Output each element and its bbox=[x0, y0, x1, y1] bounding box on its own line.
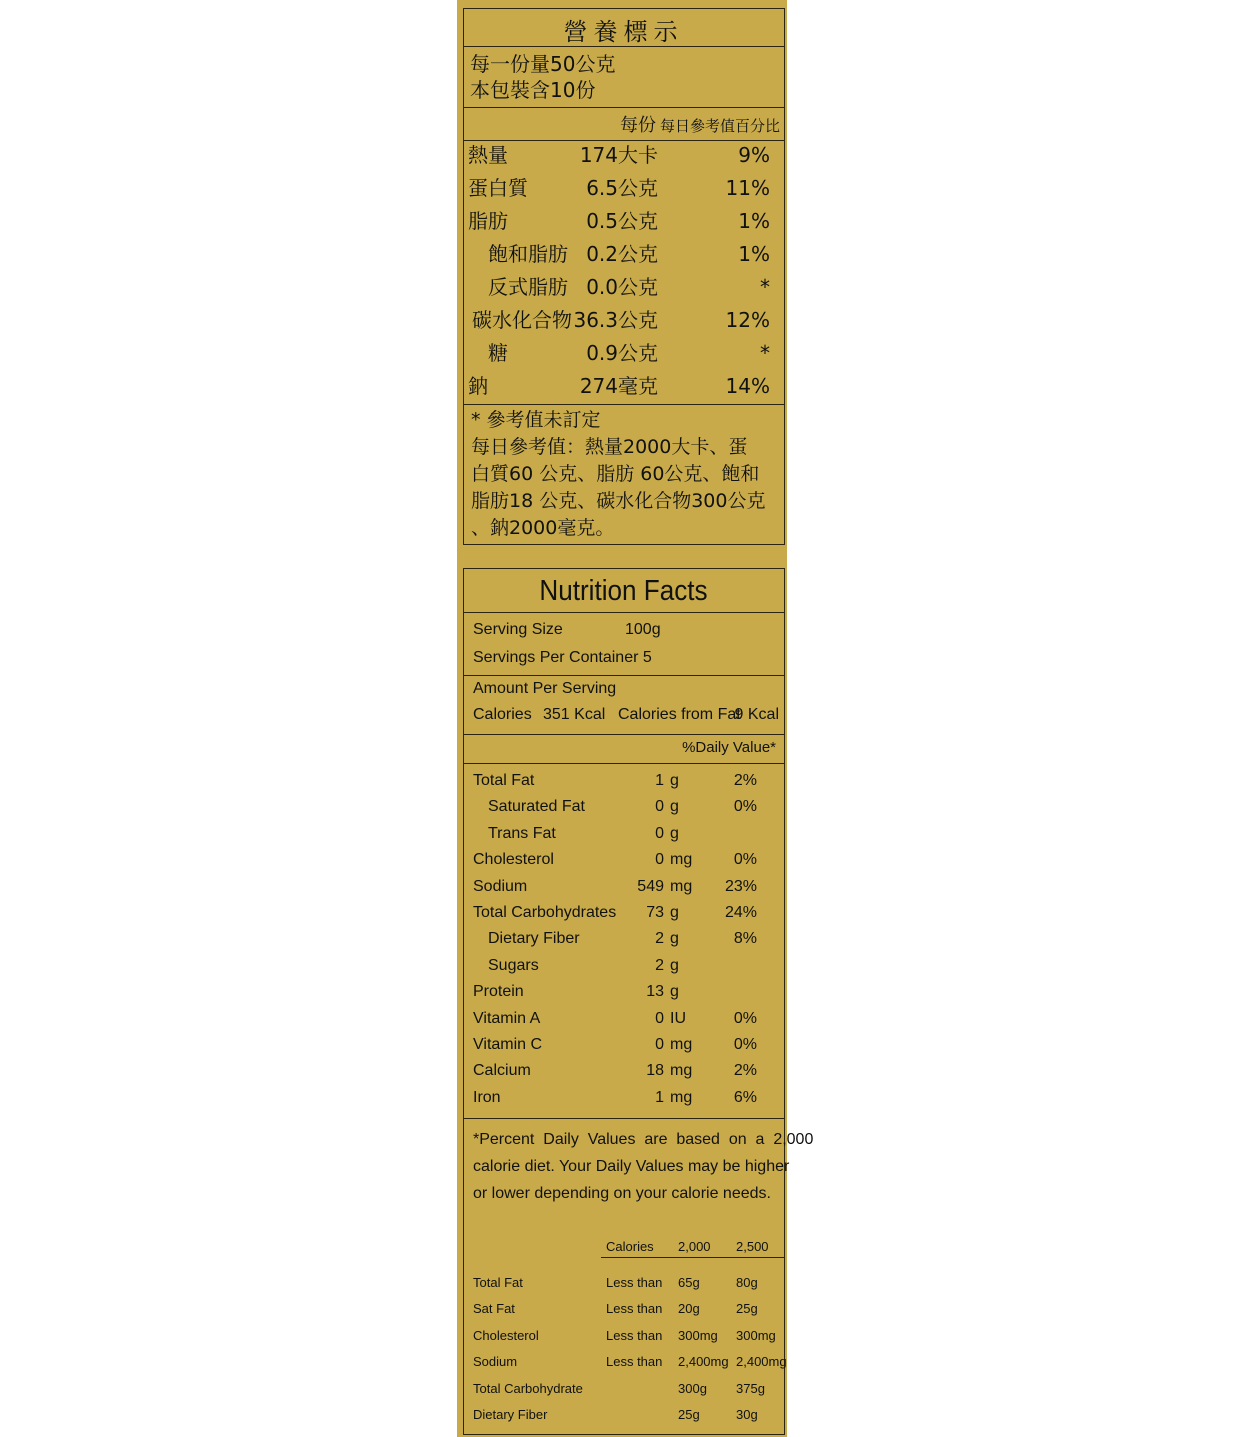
nutrient-name: Sugars bbox=[488, 956, 539, 974]
nutrient-daily-value: 2% bbox=[733, 772, 757, 789]
note-line: 、鈉2000毫克。 bbox=[471, 517, 615, 539]
nutrient-quantity: 0 bbox=[655, 851, 664, 869]
nutrient-daily-value: * bbox=[760, 275, 770, 299]
nutrient-daily-value: 0% bbox=[733, 851, 757, 869]
nutrient-amount: 0.5公克 bbox=[586, 209, 658, 233]
nutrient-daily-value: 9% bbox=[738, 143, 770, 167]
reference-value-2000: 2,400mg bbox=[678, 1354, 729, 1370]
nutrient-name: 蛋白質 bbox=[468, 176, 528, 200]
reference-value-2500: 300mg bbox=[736, 1327, 776, 1343]
nutrient-name: Trans Fat bbox=[488, 824, 556, 842]
reference-value-2500: 2,400mg bbox=[736, 1354, 787, 1370]
nutrient-name: Sodium bbox=[473, 877, 528, 895]
reference-condition: Less than bbox=[606, 1327, 663, 1343]
nutrient-name: Calcium bbox=[473, 1062, 531, 1080]
nutrient-daily-value: 12% bbox=[725, 308, 770, 332]
nutrient-name: 反式脂肪 bbox=[488, 275, 568, 299]
nutrient-daily-value: 8% bbox=[733, 930, 757, 948]
nutrient-quantity: 1 bbox=[655, 1088, 664, 1106]
nutrient-unit: g bbox=[670, 798, 679, 816]
reference-nutrient: Cholesterol bbox=[473, 1327, 539, 1343]
divider bbox=[464, 763, 784, 764]
footnote-line: *Percent Daily Values are based on a 2,000 bbox=[473, 1131, 814, 1148]
reference-value-2000: 25g bbox=[678, 1407, 700, 1422]
calories-label: Calories bbox=[473, 706, 532, 723]
note-line: 每日參考值：熱量2000大卡、蛋 bbox=[471, 436, 748, 458]
reference-value-2000: 20g bbox=[678, 1301, 700, 1317]
nutrient-quantity: 2 bbox=[655, 930, 664, 948]
nutrient-name: 飽和脂肪 bbox=[488, 242, 568, 266]
nutrient-daily-value: 6% bbox=[733, 1088, 757, 1106]
nutrient-name: Saturated Fat bbox=[488, 798, 585, 816]
reference-value-2500: 25g bbox=[736, 1301, 758, 1317]
reference-value-2000: 65g bbox=[678, 1275, 700, 1290]
nutrient-unit: g bbox=[670, 983, 679, 1001]
reference-nutrient: Total Fat bbox=[473, 1275, 523, 1290]
nutrient-unit: g bbox=[670, 930, 679, 948]
nutrient-daily-value: 1% bbox=[738, 242, 770, 266]
reference-header-cell: 2,000 bbox=[678, 1239, 711, 1254]
divider bbox=[464, 734, 784, 735]
nutrient-unit: mg bbox=[670, 1088, 693, 1106]
calories-from-fat-label: Calories from Fat bbox=[618, 706, 741, 723]
nutrient-quantity: 549 bbox=[637, 877, 664, 895]
reference-condition: Less than bbox=[606, 1354, 663, 1370]
nutrient-quantity: 1 bbox=[655, 772, 664, 789]
chinese-title: 營養標示 bbox=[563, 18, 684, 46]
reference-condition: Less than bbox=[606, 1275, 663, 1290]
reference-value-2500: 30g bbox=[736, 1407, 758, 1422]
nutrient-unit: g bbox=[670, 956, 679, 974]
nutrient-unit: IU bbox=[670, 1009, 686, 1027]
nutrient-unit: g bbox=[670, 772, 679, 789]
nutrient-daily-value: * bbox=[760, 341, 770, 365]
nutrient-amount: 6.5公克 bbox=[586, 176, 658, 200]
nutrient-unit: g bbox=[670, 824, 679, 842]
reference-value-2500: 80g bbox=[736, 1275, 758, 1290]
nutrient-unit: mg bbox=[670, 1036, 693, 1053]
amount-per-serving: Amount Per Serving bbox=[473, 680, 617, 697]
divider bbox=[464, 107, 784, 108]
nutrient-daily-value: 24% bbox=[724, 904, 757, 921]
nutrient-unit: g bbox=[670, 904, 679, 921]
nutrient-quantity: 0 bbox=[655, 1009, 664, 1027]
nutrient-quantity: 0 bbox=[655, 1036, 664, 1053]
nutrient-name: 熱量 bbox=[468, 143, 508, 167]
nutrient-daily-value: 2% bbox=[733, 1062, 757, 1080]
footnote-line: or lower depending on your calorie needs. bbox=[473, 1185, 771, 1202]
nutrient-quantity: 0 bbox=[655, 824, 664, 842]
note-line: * 參考值未訂定 bbox=[471, 409, 601, 431]
nutrient-amount: 36.3公克 bbox=[573, 308, 658, 332]
divider bbox=[464, 1118, 784, 1119]
nutrient-daily-value: 14% bbox=[725, 374, 770, 398]
serving-size: 每一份量50公克 bbox=[470, 52, 616, 76]
reference-header-underline bbox=[601, 1257, 784, 1258]
col-daily-value: 每日參考值百分比 bbox=[659, 117, 780, 135]
nutrient-name: Total Fat bbox=[473, 772, 535, 789]
note-line: 脂肪18 公克、碳水化合物300公克 bbox=[471, 490, 766, 512]
nutrient-daily-value: 0% bbox=[733, 798, 757, 816]
nutrient-quantity: 2 bbox=[655, 956, 664, 974]
reference-value-2500: 375g bbox=[736, 1380, 765, 1396]
nutrient-name: Iron bbox=[473, 1088, 501, 1106]
serving-size-label: Serving Size bbox=[473, 621, 563, 638]
serving-size-value: 100g bbox=[625, 621, 661, 638]
nutrient-quantity: 73 bbox=[646, 904, 664, 921]
note-line: 白質60 公克、脂肪 60公克、飽和 bbox=[471, 463, 760, 485]
divider bbox=[464, 612, 784, 613]
nutrient-daily-value: 1% bbox=[738, 209, 770, 233]
col-per-serving: 每份 bbox=[620, 115, 656, 136]
reference-header-cell: Calories bbox=[606, 1239, 654, 1254]
reference-nutrient: Total Carbohydrate bbox=[473, 1380, 583, 1396]
nutrient-quantity: 0 bbox=[655, 798, 664, 816]
nutrient-unit: mg bbox=[670, 877, 693, 895]
calories-from-fat-value: 9 Kcal bbox=[734, 706, 779, 723]
nutrient-daily-value: 11% bbox=[725, 176, 770, 200]
nutrient-name: Cholesterol bbox=[473, 851, 554, 869]
reference-nutrient: Dietary Fiber bbox=[473, 1407, 548, 1422]
nutrient-name: Protein bbox=[473, 983, 524, 1001]
nutrient-unit: mg bbox=[670, 851, 693, 869]
reference-condition: Less than bbox=[606, 1301, 663, 1317]
chinese-nutrition-label bbox=[463, 8, 785, 545]
nutrient-amount: 0.9公克 bbox=[586, 341, 658, 365]
divider bbox=[464, 46, 784, 47]
nutrient-name: 鈉 bbox=[468, 374, 488, 398]
nutrient-quantity: 18 bbox=[646, 1062, 664, 1080]
nutrient-daily-value: 23% bbox=[724, 877, 757, 895]
footnote-line: calorie diet. Your Daily Values may be higher bbox=[473, 1158, 790, 1175]
nutrient-name: Dietary Fiber bbox=[488, 930, 580, 948]
reference-nutrient: Sat Fat bbox=[473, 1301, 515, 1317]
nutrient-name: Vitamin C bbox=[473, 1036, 543, 1053]
reference-nutrient: Sodium bbox=[473, 1354, 518, 1370]
nutrient-name: 脂肪 bbox=[468, 209, 508, 233]
nutrient-name: Total Carbohydrates bbox=[473, 904, 617, 921]
nutrient-amount: 0.2公克 bbox=[586, 242, 658, 266]
nutrient-name: 碳水化合物 bbox=[472, 308, 572, 332]
nutrient-amount: 0.0公克 bbox=[586, 275, 658, 299]
nutrient-name: Vitamin A bbox=[473, 1009, 541, 1027]
nutrient-daily-value: 0% bbox=[733, 1036, 757, 1053]
nutrient-daily-value: 0% bbox=[733, 1009, 757, 1027]
nutrient-name: 糖 bbox=[488, 341, 508, 365]
daily-value-header: %Daily Value* bbox=[682, 739, 776, 756]
divider bbox=[464, 675, 784, 676]
nutrient-quantity: 13 bbox=[646, 983, 664, 1001]
servings-per-package: 本包裝含10份 bbox=[470, 78, 596, 102]
divider bbox=[464, 140, 784, 141]
nutrient-amount: 174大卡 bbox=[579, 143, 658, 167]
calories-value: 351 Kcal bbox=[543, 706, 606, 723]
nutrient-amount: 274毫克 bbox=[579, 374, 658, 398]
nutrient-unit: mg bbox=[670, 1062, 693, 1080]
divider bbox=[464, 404, 784, 405]
english-title: Nutrition Facts bbox=[539, 575, 708, 607]
reference-value-2000: 300mg bbox=[678, 1327, 718, 1343]
reference-value-2000: 300g bbox=[678, 1380, 707, 1396]
reference-header-cell: 2,500 bbox=[736, 1239, 769, 1254]
servings-per-container: Servings Per Container 5 bbox=[473, 649, 652, 666]
english-nutrition-label bbox=[463, 568, 814, 1435]
